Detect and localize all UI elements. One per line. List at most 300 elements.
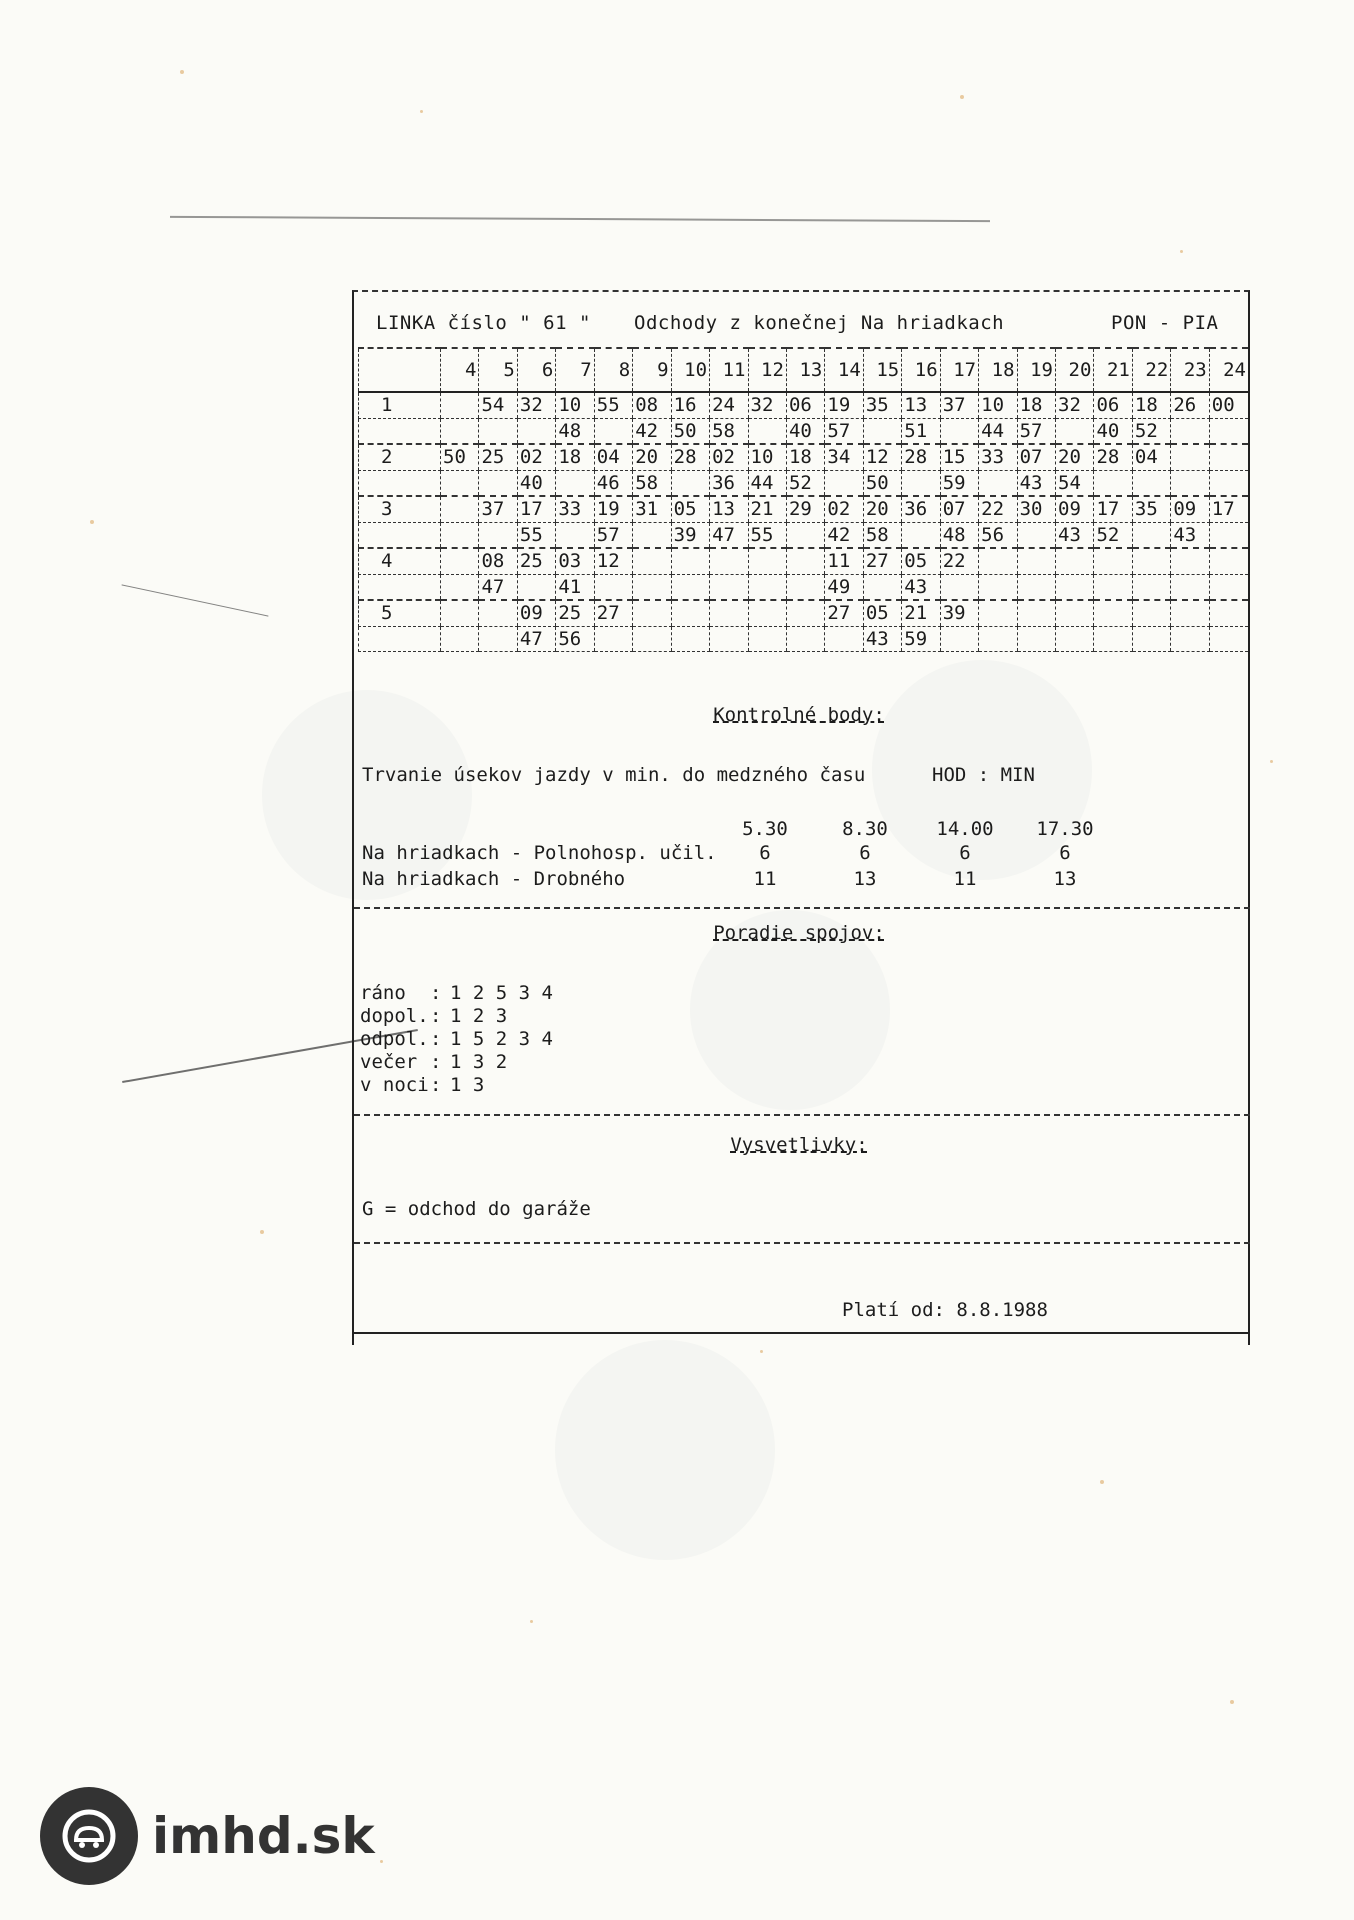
control-value: 6 [759, 842, 771, 864]
departure-minute: 28 [902, 444, 940, 470]
departure-minute [710, 574, 748, 600]
departure-table [358, 347, 1248, 652]
departure-minute: 55 [594, 392, 632, 418]
departure-minute: 51 [902, 418, 940, 444]
departure-minute: 50 [863, 470, 901, 496]
departure-minute: 35 [1132, 496, 1170, 522]
control-time: 8.30 [842, 818, 888, 840]
departure-minute: 22 [979, 496, 1017, 522]
departure-minute: 04 [594, 444, 632, 470]
control-unit: HOD : MIN [932, 764, 1035, 786]
departure-minute [633, 522, 671, 548]
departure-minute: 02 [825, 496, 863, 522]
departure-minute: 17 [1094, 496, 1132, 522]
departure-minute [671, 626, 709, 652]
connection-number: 4 [359, 548, 441, 574]
connection-number: 5 [359, 600, 441, 626]
departure-minute: 34 [825, 444, 863, 470]
departure-minute: 44 [979, 418, 1017, 444]
departure-minute: 15 [940, 444, 978, 470]
hour-header: 22 [1132, 348, 1170, 392]
order-label: odpol. [360, 1028, 429, 1050]
paper-speck [90, 520, 94, 524]
departure-minute: 29 [786, 496, 824, 522]
order-label: večer [360, 1051, 418, 1073]
departure-minute: 25 [517, 548, 555, 574]
departure-minute: 09 [1171, 496, 1209, 522]
departure-minute [902, 522, 940, 548]
departure-minute: 17 [517, 496, 555, 522]
notes-text: G = odchod do garáže [362, 1198, 591, 1220]
control-time: 5.30 [742, 818, 788, 840]
order-separator: : [430, 982, 442, 1004]
departure-minute [1094, 548, 1132, 574]
departure-minute [979, 600, 1017, 626]
departure-minute: 41 [556, 574, 594, 600]
order-title: Poradie spojov: [713, 922, 885, 944]
departure-minute: 20 [633, 444, 671, 470]
table-row [359, 626, 1249, 652]
departure-minute: 40 [1094, 418, 1132, 444]
departure-minute [748, 548, 786, 574]
departure-minute [1132, 626, 1170, 652]
departure-minute: 18 [1017, 392, 1055, 418]
departure-minute: 44 [748, 470, 786, 496]
connection-number [359, 522, 441, 548]
departure-minute: 30 [1017, 496, 1055, 522]
departure-minute: 59 [940, 470, 978, 496]
departure-minute [1132, 522, 1170, 548]
departure-minute: 09 [1056, 496, 1094, 522]
paper-speck [530, 1620, 533, 1623]
order-value: 1 3 2 [450, 1051, 508, 1073]
departure-minute [441, 470, 479, 496]
departure-minute: 57 [594, 522, 632, 548]
order-value: 1 2 3 [450, 1005, 508, 1027]
hour-header: 24 [1209, 348, 1248, 392]
departure-minute [1209, 600, 1248, 626]
timetable-header [376, 312, 1226, 338]
imhd-logo [40, 1787, 375, 1885]
departure-minute: 59 [902, 626, 940, 652]
departure-minute [1017, 600, 1055, 626]
departure-minute: 18 [556, 444, 594, 470]
hour-header: 18 [979, 348, 1017, 392]
notes-title: Vysvetlivky: [730, 1134, 868, 1156]
hour-header: 17 [940, 348, 978, 392]
departure-minute: 43 [902, 574, 940, 600]
departure-minute: 09 [517, 600, 555, 626]
departure-minute [786, 626, 824, 652]
order-separator: : [430, 1051, 442, 1073]
departure-minute: 20 [863, 496, 901, 522]
departure-minute: 25 [556, 600, 594, 626]
departure-minute: 42 [633, 418, 671, 444]
departure-minute: 43 [863, 626, 901, 652]
departure-minute [671, 574, 709, 600]
departure-minute [1094, 626, 1132, 652]
departure-minute [863, 574, 901, 600]
departure-minute: 33 [556, 496, 594, 522]
departure-minute: 18 [1132, 392, 1170, 418]
departure-minute [594, 626, 632, 652]
departure-minute [786, 600, 824, 626]
departure-minute [1171, 600, 1209, 626]
departure-minute: 13 [902, 392, 940, 418]
order-separator: : [430, 1005, 442, 1027]
connection-number: 3 [359, 496, 441, 522]
departure-minute: 50 [441, 444, 479, 470]
order-separator: : [430, 1028, 442, 1050]
departure-minute [1171, 418, 1209, 444]
hour-header: 4 [441, 348, 479, 392]
departure-minute: 56 [979, 522, 1017, 548]
departure-minute [479, 470, 517, 496]
departure-minute [441, 522, 479, 548]
control-route-label: Na hriadkach - Drobného [362, 868, 626, 890]
departure-minute: 27 [863, 548, 901, 574]
departure-minute [1209, 626, 1248, 652]
table-row [359, 418, 1249, 444]
departure-minute [633, 574, 671, 600]
departure-minute [825, 470, 863, 496]
departure-minute: 58 [633, 470, 671, 496]
departure-minute [441, 600, 479, 626]
departure-minute: 58 [863, 522, 901, 548]
control-value: 13 [853, 868, 877, 890]
departure-minute [479, 522, 517, 548]
hour-header: 16 [902, 348, 940, 392]
hour-header: 5 [479, 348, 517, 392]
hour-header: 11 [710, 348, 748, 392]
departure-minute: 12 [863, 444, 901, 470]
departure-minute [441, 496, 479, 522]
departure-minute: 05 [863, 600, 901, 626]
departure-minute [671, 470, 709, 496]
departure-minute: 21 [748, 496, 786, 522]
departure-minute: 37 [940, 392, 978, 418]
departure-minute [594, 418, 632, 444]
departure-minute [748, 626, 786, 652]
hour-header: 19 [1017, 348, 1055, 392]
departure-minute [1209, 522, 1248, 548]
table-row [359, 574, 1249, 600]
hour-header: 23 [1171, 348, 1209, 392]
departure-minute: 32 [748, 392, 786, 418]
departure-minute [441, 392, 479, 418]
departure-minute: 27 [594, 600, 632, 626]
departure-minute [1132, 600, 1170, 626]
departure-minute [979, 626, 1017, 652]
connection-number [359, 470, 441, 496]
connection-number [359, 574, 441, 600]
departure-minute [979, 574, 1017, 600]
paper-speck [1270, 760, 1273, 763]
control-subtitle: Trvanie úsekov jazdy v min. do medzného času [362, 764, 866, 786]
departure-minute [517, 574, 555, 600]
section-divider [354, 1332, 1250, 1334]
departure-minute: 28 [671, 444, 709, 470]
day-type: PON - PIA [1111, 312, 1219, 334]
departure-minute: 32 [1056, 392, 1094, 418]
departure-minute: 52 [1132, 418, 1170, 444]
departure-minute [1209, 444, 1248, 470]
timetable-sheet [352, 290, 1250, 1345]
section-divider [354, 1242, 1250, 1244]
order-value: 1 5 2 3 4 [450, 1028, 553, 1050]
control-value: 6 [959, 842, 971, 864]
departure-minute: 06 [786, 392, 824, 418]
departure-minute [863, 418, 901, 444]
departure-minute: 54 [1056, 470, 1094, 496]
departure-minute [1209, 574, 1248, 600]
hour-header: 13 [786, 348, 824, 392]
departure-minute [1171, 574, 1209, 600]
departure-minute: 10 [556, 392, 594, 418]
control-value: 13 [1053, 868, 1077, 890]
departure-minute: 58 [710, 418, 748, 444]
departure-minute [633, 600, 671, 626]
departure-minute: 02 [710, 444, 748, 470]
departure-minute [1094, 574, 1132, 600]
section-divider [354, 907, 1250, 909]
table-row [359, 600, 1249, 626]
departure-minute: 05 [671, 496, 709, 522]
hour-header: 21 [1094, 348, 1132, 392]
departure-minute: 25 [479, 444, 517, 470]
departure-minute: 00 [1209, 392, 1248, 418]
control-value: 11 [753, 868, 777, 890]
departure-minute: 55 [748, 522, 786, 548]
departure-minute: 54 [479, 392, 517, 418]
departure-minute: 31 [633, 496, 671, 522]
departure-minute: 06 [1094, 392, 1132, 418]
departure-minute: 39 [940, 600, 978, 626]
departure-minute [633, 626, 671, 652]
order-value: 1 3 [450, 1074, 485, 1096]
table-row [359, 444, 1249, 470]
departure-minute [940, 418, 978, 444]
departure-minute: 05 [902, 548, 940, 574]
departure-minute: 42 [825, 522, 863, 548]
paper-speck [180, 70, 184, 74]
departure-minute [441, 574, 479, 600]
table-row [359, 470, 1249, 496]
departure-minute: 36 [710, 470, 748, 496]
departure-minute: 16 [671, 392, 709, 418]
departure-minute [1171, 444, 1209, 470]
departure-minute [1171, 626, 1209, 652]
scan-line [170, 216, 990, 222]
departure-minute: 47 [710, 522, 748, 548]
control-time: 17.30 [1036, 818, 1094, 840]
control-value: 6 [859, 842, 871, 864]
hour-header: 14 [825, 348, 863, 392]
departure-minute [671, 600, 709, 626]
departure-minute: 24 [710, 392, 748, 418]
departure-minute [594, 574, 632, 600]
departure-minute: 36 [902, 496, 940, 522]
departure-minute [902, 470, 940, 496]
departure-minute: 37 [479, 496, 517, 522]
connection-number: 2 [359, 444, 441, 470]
departure-minute [786, 522, 824, 548]
departure-minute [441, 626, 479, 652]
departure-minute [1056, 574, 1094, 600]
departure-minute: 43 [1056, 522, 1094, 548]
departure-minute [825, 626, 863, 652]
connection-number: 1 [359, 392, 441, 418]
departure-minute [1132, 574, 1170, 600]
departure-minute: 46 [594, 470, 632, 496]
departure-minute [748, 600, 786, 626]
departure-minute [1056, 626, 1094, 652]
departure-minute [940, 574, 978, 600]
departure-minute [1171, 548, 1209, 574]
departure-minute: 43 [1171, 522, 1209, 548]
departure-minute: 19 [825, 392, 863, 418]
departure-minute [940, 626, 978, 652]
departure-minute [556, 522, 594, 548]
table-row [359, 522, 1249, 548]
hour-header: 12 [748, 348, 786, 392]
departure-minute: 27 [825, 600, 863, 626]
hour-header: 10 [671, 348, 709, 392]
departure-minute: 52 [786, 470, 824, 496]
departure-minute: 22 [940, 548, 978, 574]
departure-minute: 13 [710, 496, 748, 522]
departure-minute [710, 600, 748, 626]
departure-minute [786, 548, 824, 574]
departure-minute: 08 [633, 392, 671, 418]
brand-name: imhd.sk [152, 1807, 375, 1865]
hour-header: 20 [1056, 348, 1094, 392]
departure-minute [556, 470, 594, 496]
departure-minute: 52 [1094, 522, 1132, 548]
departure-minute: 03 [556, 548, 594, 574]
paper-speck [1180, 250, 1183, 253]
departure-minute: 12 [594, 548, 632, 574]
departure-minute: 07 [1017, 444, 1055, 470]
scan-line [122, 584, 269, 616]
departure-minute: 07 [940, 496, 978, 522]
departure-minute: 49 [825, 574, 863, 600]
order-label: v noci [360, 1074, 429, 1096]
bus-logo-icon [40, 1787, 138, 1885]
departure-minute [1056, 548, 1094, 574]
departure-minute [1209, 548, 1248, 574]
hour-header-row [359, 348, 1249, 392]
paper-speck [1230, 1700, 1234, 1704]
departure-minute [710, 548, 748, 574]
control-points-title: Kontrolné body: [713, 704, 885, 726]
departure-minute: 02 [517, 444, 555, 470]
departure-minute: 10 [979, 392, 1017, 418]
hour-header: 6 [517, 348, 555, 392]
departure-minute [1017, 626, 1055, 652]
departure-minute: 20 [1056, 444, 1094, 470]
departure-stop: Odchody z konečnej Na hriadkach [634, 312, 1005, 334]
departure-minute [1056, 600, 1094, 626]
section-divider [354, 1114, 1250, 1116]
hour-header: 9 [633, 348, 671, 392]
departure-minute [1209, 470, 1248, 496]
departure-minute [748, 574, 786, 600]
departure-minute [1094, 470, 1132, 496]
departure-minute: 04 [1132, 444, 1170, 470]
departure-minute [1017, 548, 1055, 574]
watermark-logo [555, 1340, 775, 1560]
order-label: ráno [360, 982, 406, 1004]
departure-minute: 39 [671, 522, 709, 548]
table-row [359, 496, 1249, 522]
departure-minute: 08 [479, 548, 517, 574]
departure-minute [748, 418, 786, 444]
departure-minute [1017, 574, 1055, 600]
control-value: 6 [1059, 842, 1071, 864]
departure-minute [1132, 470, 1170, 496]
departure-minute: 43 [1017, 470, 1055, 496]
departure-minute: 57 [1017, 418, 1055, 444]
paper-speck [420, 110, 423, 113]
order-separator: : [430, 1074, 442, 1096]
departure-minute: 28 [1094, 444, 1132, 470]
departure-minute: 10 [748, 444, 786, 470]
hour-header: 7 [556, 348, 594, 392]
departure-minute: 19 [594, 496, 632, 522]
departure-minute [479, 600, 517, 626]
hour-header: 8 [594, 348, 632, 392]
departure-minute: 40 [786, 418, 824, 444]
departure-minute: 56 [556, 626, 594, 652]
departure-minute: 33 [979, 444, 1017, 470]
departure-minute: 40 [517, 470, 555, 496]
departure-minute: 18 [786, 444, 824, 470]
departure-minute [441, 418, 479, 444]
departure-minute [1017, 522, 1055, 548]
departure-minute: 11 [825, 548, 863, 574]
departure-minute: 26 [1171, 392, 1209, 418]
connection-number [359, 626, 441, 652]
departure-minute [979, 548, 1017, 574]
departure-minute [479, 626, 517, 652]
departure-minute: 21 [902, 600, 940, 626]
departure-minute [671, 548, 709, 574]
control-time: 14.00 [936, 818, 994, 840]
departure-minute [1209, 418, 1248, 444]
departure-minute: 35 [863, 392, 901, 418]
hour-header: 15 [863, 348, 901, 392]
departure-minute [710, 626, 748, 652]
departure-minute [979, 470, 1017, 496]
departure-minute: 47 [517, 626, 555, 652]
paper-speck [760, 1350, 763, 1353]
table-row [359, 548, 1249, 574]
table-row [359, 392, 1249, 418]
order-value: 1 2 5 3 4 [450, 982, 553, 1004]
departure-minute: 50 [671, 418, 709, 444]
paper-speck [260, 1230, 264, 1234]
departure-minute: 17 [1209, 496, 1248, 522]
connection-number [359, 418, 441, 444]
departure-minute: 48 [556, 418, 594, 444]
departure-minute [1094, 600, 1132, 626]
paper-speck [1100, 1480, 1104, 1484]
control-value: 11 [953, 868, 977, 890]
departure-minute [633, 548, 671, 574]
departure-minute [1171, 470, 1209, 496]
departure-minute: 55 [517, 522, 555, 548]
